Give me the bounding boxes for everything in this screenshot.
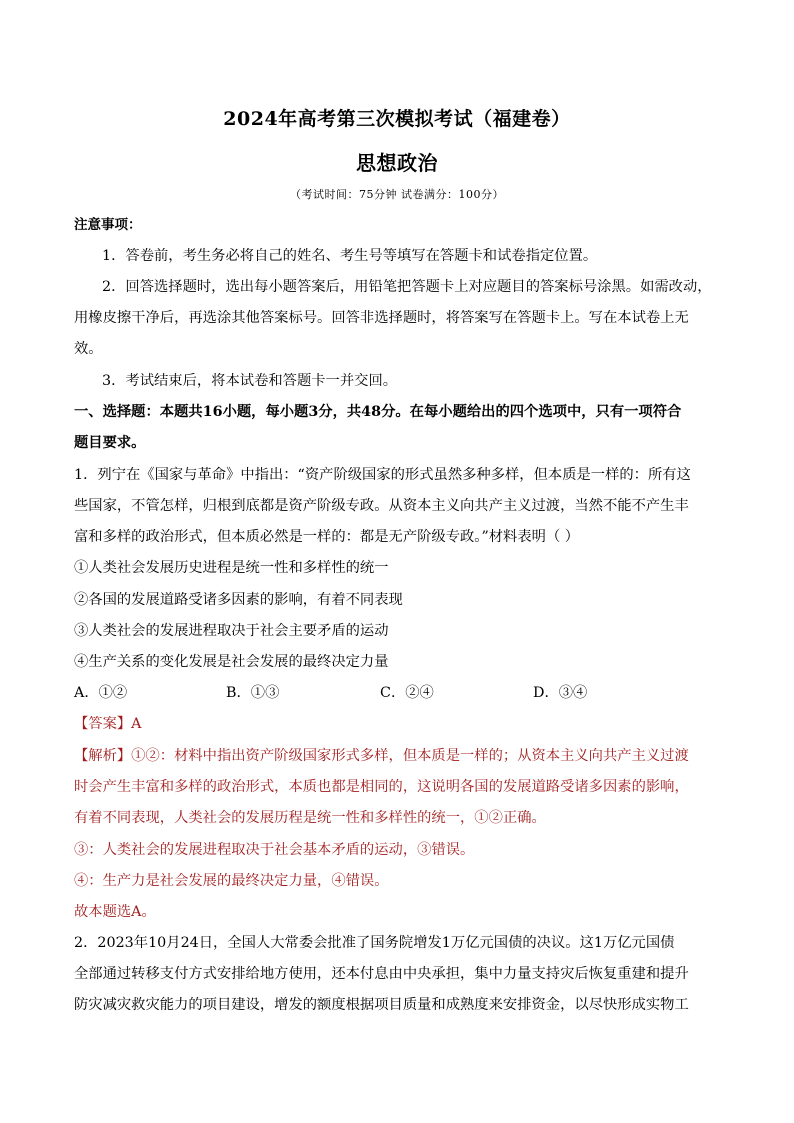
q1-stem-line-1: 1．列宁在《国家与革命》中指出：“资产阶级国家的形式虽然多种多样，但本质是一样的：所有这	[74, 467, 691, 483]
section-heading-line-2: 题目要求。	[74, 435, 146, 451]
q1-statement-1: ①人类社会发展历史进程是统一性和多样性的统一	[74, 560, 389, 576]
q1-analysis-line-1: 【解析】①②：材料中指出资产阶级国家形式多样，但本质是一样的；从资本主义向共产主义过渡	[74, 748, 689, 764]
subject-title: 思想政治	[356, 151, 438, 175]
q1-option-c: C．②④	[380, 685, 434, 701]
note-item-2-line-2: 用橡皮擦干净后，再选涂其他答案标号。回答非选择题时，将答案写在答题卡上。写在本试卷上无	[74, 310, 689, 326]
exam-title: 2024年高考第三次模拟考试（福建卷）	[223, 108, 571, 130]
q1-statement-4: ④生产关系的变化发展是社会发展的最终决定力量	[74, 654, 389, 670]
q1-answer: 【答案】A	[74, 716, 142, 732]
q1-statement-3: ③人类社会的发展进程取决于社会主要矛盾的运动	[74, 623, 389, 639]
q1-stem-line-2: 些国家，不管怎样，归根到底都是资产阶级专政。从资本主义向共产主义过渡，当然不能不产生丰	[74, 498, 689, 514]
note-item-2-line-3: 效。	[74, 341, 103, 357]
q1-statement-2: ②各国的发展道路受诸多因素的影响，有着不同表现	[74, 592, 403, 608]
q1-analysis-line-3: 有着不同表现，人类社会的发展历程是统一性和多样性的统一，①②正确。	[74, 810, 546, 826]
note-item-2-line-1: 2．回答选择题时，选出每小题答案后，用铅笔把答题卡上对应题目的答案标号涂黑。如需改动，	[102, 279, 712, 295]
q1-option-a: A．①②	[74, 685, 128, 701]
note-item-1: 1．答卷前，考生务必将自己的姓名、考生号等填写在答题卡和试卷指定位置。	[102, 248, 598, 264]
q2-stem-line-1: 2．2023年10月24日，全国人大常委会批准了国务院增发1万亿元国债的决议。这1万亿元国债	[74, 935, 675, 951]
q1-analysis-line-4: ③：人类社会的发展进程取决于社会基本矛盾的运动，③错误。	[74, 842, 475, 858]
q1-analysis-line-5: ④：生产力是社会发展的最终决定力量，④错误。	[74, 873, 389, 889]
q1-conclusion: 故本题选A。	[74, 904, 156, 920]
q2-stem-line-2: 全部通过转移支付方式安排给地方使用，还本付息由中央承担，集中力量支持灾后恢复重建和提升	[74, 966, 689, 982]
q1-option-b: B．①③	[226, 685, 280, 701]
q2-stem-line-3: 防灾减灾救灾能力的项目建设，增发的额度根据项目质量和成熟度来安排资金，以尽快形成实物工	[74, 997, 689, 1013]
exam-info: （考试时间：75分钟 试卷满分：100分）	[290, 188, 504, 201]
q1-analysis-line-2: 时会产生丰富和多样的政治形式，本质也都是相同的，这说明各国的发展道路受诸多因素的影响，	[74, 779, 689, 795]
notes-heading: 注意事项：	[74, 217, 142, 233]
section-heading-line-1: 一、选择题：本题共16小题，每小题3分，共48分。在每小题给出的四个选项中，只有一项符合	[74, 404, 682, 420]
q1-stem-line-3: 富和多样的政治形式，但本质必然是一样的：都是无产阶级专政。”材料表明（ ）	[74, 529, 580, 545]
note-item-3: 3．考试结束后，将本试卷和答题卡一并交回。	[102, 373, 398, 389]
q1-option-d: D．③④	[533, 685, 588, 701]
